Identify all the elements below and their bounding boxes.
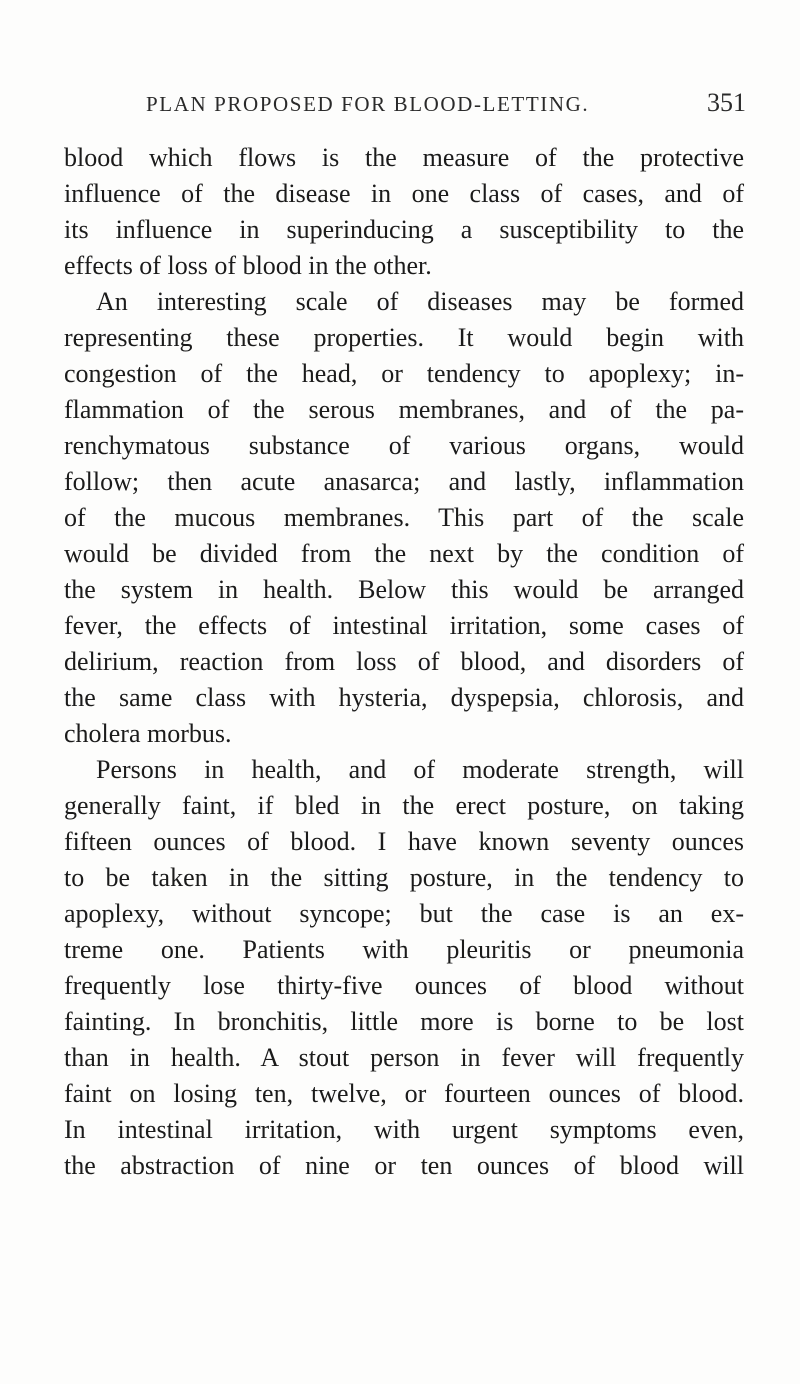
text-line: to be taken in the sitting posture, in the tendency to — [64, 863, 744, 892]
text-line: congestion of the head, or tendency to apoplexy; in- — [64, 359, 744, 388]
text-line: would be divided from the next by the condition of — [64, 539, 744, 568]
page-number: 351 — [707, 88, 746, 117]
text-line: renchymatous substance of various organs, would — [64, 431, 744, 460]
running-head: PLAN PROPOSED FOR BLOOD-LETTING. — [146, 92, 590, 116]
text-line: cholera morbus. — [64, 719, 232, 748]
text-line: influence of the disease in one class of cases, and of — [64, 179, 744, 208]
text-line: Persons in health, and of moderate strength, will — [96, 755, 744, 784]
text-line: follow; then acute anasarca; and lastly, inflammation — [64, 467, 744, 496]
text-line: blood which flows is the measure of the protective — [64, 143, 744, 172]
text-line: effects of loss of blood in the other. — [64, 251, 432, 280]
text-line: treme one. Patients with pleuritis or pneumonia — [64, 935, 744, 964]
page-header — [146, 88, 746, 128]
text-line: fifteen ounces of blood. I have known seventy ounces — [64, 827, 744, 856]
text-line: than in health. A stout person in fever will frequently — [64, 1043, 744, 1072]
text-line: generally faint, if bled in the erect posture, on taking — [64, 791, 744, 820]
text-line: delirium, reaction from loss of blood, and disorders of — [64, 647, 744, 676]
text-line: the abstraction of nine or ten ounces of blood will — [64, 1151, 744, 1180]
text-line: In intestinal irritation, with urgent symptoms even, — [64, 1115, 744, 1144]
body-text — [64, 140, 744, 1184]
text-line: its influence in superinducing a susceptibility to the — [64, 215, 744, 244]
text-line: faint on losing ten, twelve, or fourteen ounces of blood. — [64, 1079, 744, 1108]
text-line: representing these properties. It would begin with — [64, 323, 744, 352]
text-line: fever, the effects of intestinal irritation, some cases of — [64, 611, 744, 640]
text-line: frequently lose thirty-five ounces of blood without — [64, 971, 744, 1000]
text-line: the same class with hysteria, dyspepsia, chlorosis, and — [64, 683, 744, 712]
text-line: fainting. In bronchitis, little more is borne to be lost — [64, 1007, 744, 1036]
text-line: the system in health. Below this would be arranged — [64, 575, 744, 604]
text-line: flammation of the serous membranes, and of the pa- — [64, 395, 744, 424]
text-line: of the mucous membranes. This part of the scale — [64, 503, 744, 532]
text-line: apoplexy, without syncope; but the case is an ex- — [64, 899, 744, 928]
text-line: An interesting scale of diseases may be formed — [96, 287, 744, 316]
